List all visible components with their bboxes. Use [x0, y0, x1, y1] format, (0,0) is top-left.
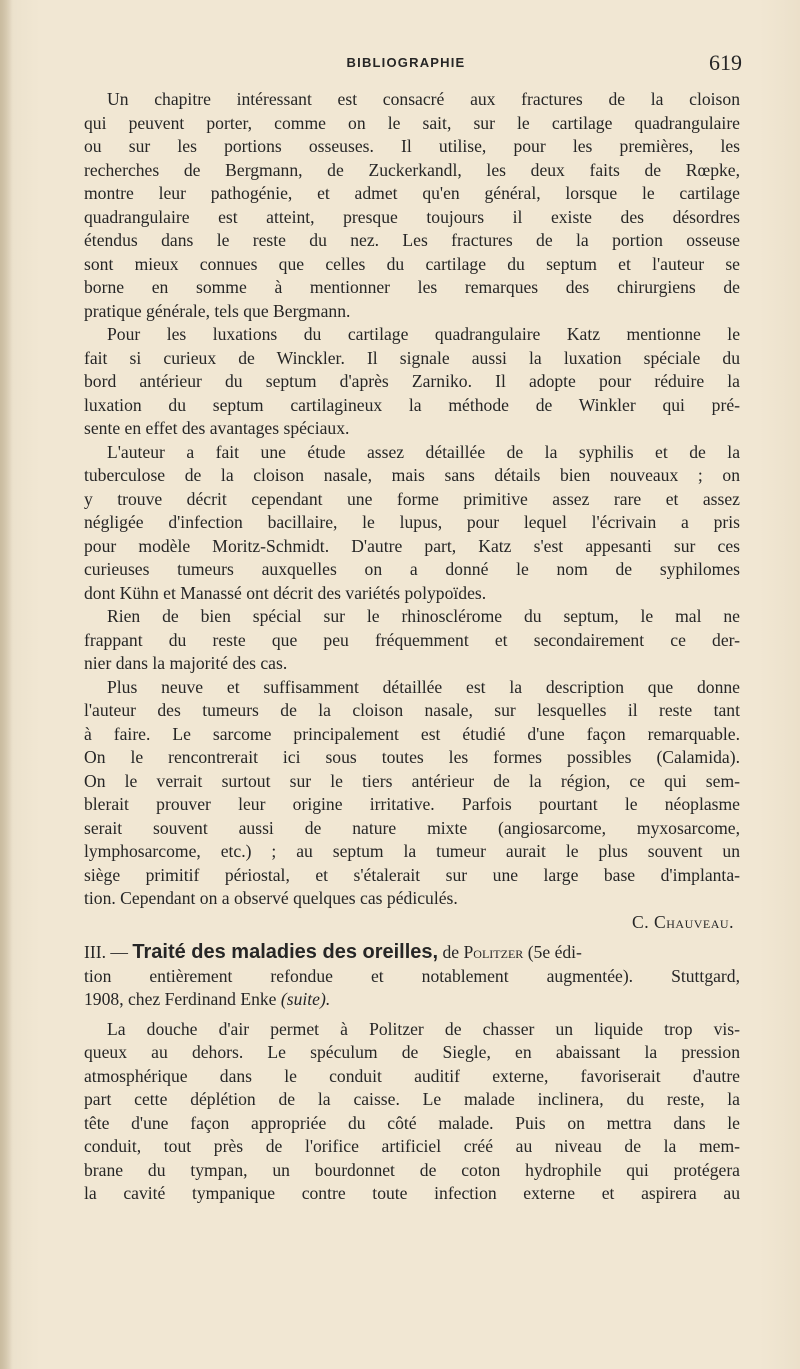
text-line: On le verrait surtout sur le tiers antérieur de la région, ce qui sem- — [84, 770, 740, 791]
text-line: recherches de Bergmann, de Zuckerkandl, les deux faits de Rœpke, — [84, 159, 740, 180]
text-line: queux au dehors. Le spéculum de Siegle, en abaissant la pression — [84, 1042, 740, 1062]
text-line — [84, 988, 740, 1012]
text-line: part cette déplétion de la caisse. Le malade inclinera, du reste, la — [84, 1089, 740, 1109]
text-line: L'auteur a fait une étude assez détaillée de la syphilis et de la — [107, 441, 740, 462]
text-line: ou sur les portions osseuses. Il utilise, pour les premières, les — [84, 136, 740, 156]
page-header — [70, 50, 742, 80]
running-title: BIBLIOGRAPHIE — [346, 55, 466, 70]
text-line: montre leur pathogénie, et admet qu'en général, lorsque le cartilage — [84, 183, 740, 203]
text-line: nier dans la majorité des cas. — [84, 653, 288, 673]
text-line: fait si curieux de Winckler. Il signale aussi la luxation spéciale du — [84, 347, 740, 368]
text-line: lymphosarcome, etc.) ; au septum la tumeur aurait le plus souvent un — [84, 841, 740, 861]
text-line: négligée d'infection bacillaire, le lupus, pour lequel l'écrivain a pris — [84, 512, 740, 532]
text-line: à faire. Le sarcome principalement est étudié d'une façon remarquable. — [84, 723, 740, 744]
text-line: quadrangulaire est atteint, presque toujours il existe des désordres — [84, 206, 740, 227]
text-line: On le rencontrerait ici sous toutes les formes possibles (Calamida). — [84, 747, 740, 767]
page-number: 619 — [709, 50, 742, 75]
text-line: La douche d'air permet à Politzer de chasser un liquide trop vis- — [107, 1018, 740, 1039]
text-line: brane du tympan, un bourdonnet de coton hydrophile qui protégera — [84, 1159, 740, 1180]
text-line: étendus dans le reste du nez. Les fractures de la portion osseuse — [84, 230, 740, 250]
text-line: tion. Cependant on a observé quelques cas pédiculés. — [84, 888, 458, 908]
section-heading — [84, 941, 740, 965]
section-number: III. — — [84, 942, 128, 962]
text-line: sont mieux connues que celles du cartilage du septum et l'auteur se — [84, 253, 740, 274]
text-line: Pour les luxations du cartilage quadrangulaire Katz mentionne le — [107, 324, 740, 344]
text-line: blerait prouver leur origine irritative. Parfois pourtant le néoplasme — [84, 794, 740, 814]
text-line: serait souvent aussi de nature mixte (angiosarcome, myxosarcome, — [84, 817, 740, 838]
text-line: tête d'une façon appropriée du côté malade. Puis on mettra dans le — [84, 1112, 740, 1133]
publisher-text: 1908, chez Ferdinand Enke — [84, 989, 277, 1009]
text-line: la cavité tympanique contre toute infection externe et aspirera au — [84, 1183, 740, 1203]
section-author: Politzer — [463, 942, 524, 962]
section-edition: (5e édi- — [527, 942, 582, 962]
text-line: curieuses tumeurs auxquelles on a donné le nom de syphilomes — [84, 559, 740, 579]
text-line: atmosphérique dans le conduit auditif externe, favoriserait d'autre — [84, 1065, 740, 1086]
section-after-title: de — [442, 942, 460, 962]
text-line: siège primitif périostal, et s'étalerait sur une large base d'implanta- — [84, 864, 740, 885]
text-line: conduit, tout près de l'orifice artificiel créé au niveau de la mem- — [84, 1136, 740, 1156]
text-line: Plus neuve et suffisamment détaillée est la description que donne — [107, 676, 740, 697]
text-line: qui peuvent porter, comme on le sait, sur le cartilage quadrangulaire — [84, 112, 740, 133]
text-line: bord antérieur du septum d'après Zarniko. Il adopte pour réduire la — [84, 371, 740, 391]
text-line: sente en effet des avantages spéciaux. — [84, 418, 350, 438]
binding-shadow — [0, 0, 12, 1369]
suite-note: (suite). — [280, 989, 331, 1009]
text-line: dont Kühn et Manassé ont décrit des variétés polypoïdes. — [84, 582, 487, 603]
text-line: borne en somme à mentionner les remarques des chirurgiens de — [84, 277, 740, 297]
text-line: Rien de bien spécial sur le rhinosclérome du septum, le mal ne — [107, 606, 740, 626]
text-line: l'auteur des tumeurs de la cloison nasale, sur lesquelles il reste tant — [84, 700, 740, 720]
text-line: pratique générale, tels que Bergmann. — [84, 300, 351, 321]
text-line: frappant du reste que peu fréquemment et secondairement ce der- — [84, 629, 740, 650]
text-line: tion entièrement refondue et notablement augmentée). Stuttgard, — [84, 965, 740, 986]
section-title: Traité des maladies des oreilles, — [132, 941, 439, 963]
author-signature: C. Chauveau. — [632, 911, 734, 932]
text-line: Un chapitre intéressant est consacré aux fractures de la cloison — [107, 89, 740, 109]
text-line: luxation du septum cartilagineux la méthode de Winkler qui pré- — [84, 394, 740, 415]
text-line: pour modèle Moritz-Schmidt. D'autre part, Katz s'est appesanti sur ces — [84, 535, 740, 556]
text-line: y trouve décrit cependant une forme primitive assez rare et assez — [84, 488, 740, 509]
text-line: tuberculose de la cloison nasale, mais sans détails bien nouveaux ; on — [84, 465, 740, 485]
body-text — [84, 88, 740, 1206]
